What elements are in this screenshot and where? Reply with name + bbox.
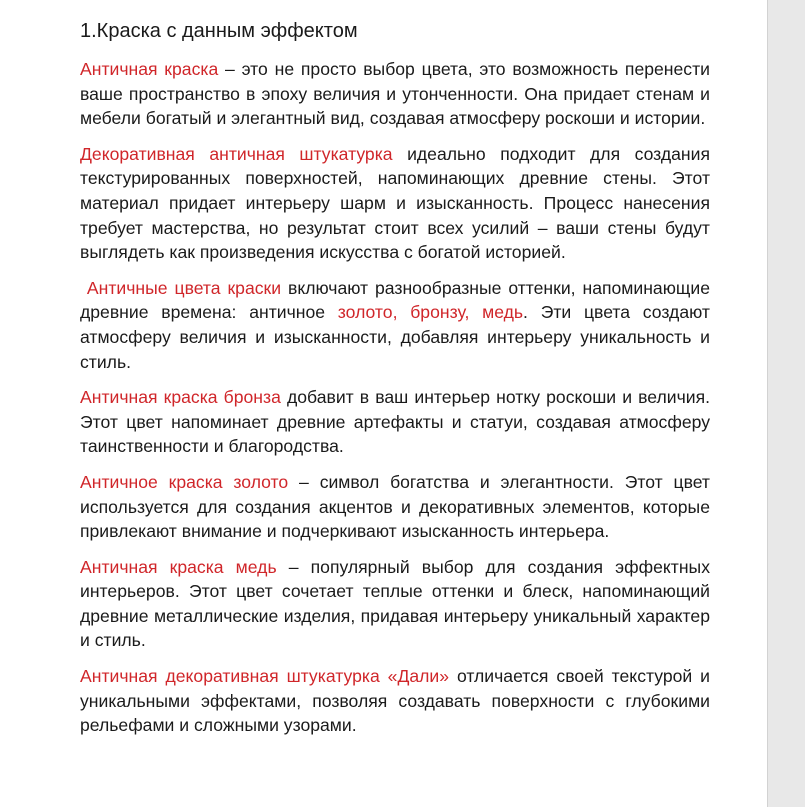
highlight-link[interactable]: Античное краска золото — [80, 471, 289, 492]
paragraph-decorative-plaster — [80, 142, 710, 265]
highlight-link-metals[interactable]: золото, бронзу, медь — [337, 302, 524, 323]
paragraph-antique-paint — [80, 57, 710, 131]
paragraph-gold — [80, 470, 710, 544]
highlight-link[interactable]: Античные цвета краски — [86, 277, 282, 298]
paragraph-text: – популярный выбор для создания эффектных интерьеров. Этот цвет сочетает теплые оттенки и блеск, напоминающий древние металлические изделия, придавая интерьеру уникальный характер и стиль. — [80, 556, 710, 651]
highlight-link[interactable]: Декоративная античная штукатурка — [80, 143, 393, 164]
section-heading: 1.Краска с данным эффектом — [80, 20, 358, 42]
paragraph-antique-colors — [80, 276, 710, 374]
paragraph-text: включают разнообразные оттенки, напоминающие древние времена: античное — [80, 277, 710, 323]
highlight-link[interactable]: Античная краска — [80, 59, 219, 79]
paragraph-dali-plaster — [80, 664, 710, 738]
paragraph-copper — [80, 555, 710, 653]
paragraph-text: отличается своей текстурой и уникальными эффектами, позволяя создавать поверхности с глубокими рельефами и сложными узорами. — [80, 666, 711, 736]
paragraph-text: добавит в ваш интерьер нотку роскоши и величия. Этот цвет напоминает древние артефакты и статуи, создавая атмосферу таинственности и благородства. — [80, 387, 710, 457]
paragraph-text-end: . Эти цвета создают атмосферу величия и изысканности, добавляя интерьеру уникальность и стиль. — [80, 302, 710, 372]
paragraph-text: – символ богатства и элегантности. Этот цвет используется для создания акцентов и декоративных элементов, которые привлекают внимание и подчеркивают изысканность интерьера. — [80, 471, 710, 542]
highlight-link[interactable]: Античная краска бронза — [80, 387, 281, 408]
paragraph-text: – это не просто выбор цвета, это возможность перенести ваше пространство в эпоху величия и утонченности. Она придает стенам и мебели богатый и элегантный вид, создавая атмосферу роскоши и истории. — [80, 59, 710, 129]
paragraph-text: идеально подходит для создания текстурированных поверхностей, напоминающих древние стены. Этот материал придает интерьеру шарм и изысканность. Процесс нанесения требует мастерства, но результат стоит всех усилий – ваши стены будут выглядеть как произведения искусства с богатой историей. — [80, 143, 710, 263]
highlight-link[interactable]: Античная краска медь — [80, 556, 277, 577]
paragraph-bronze — [80, 385, 710, 459]
scrollbar-gutter[interactable] — [767, 0, 805, 807]
highlight-link[interactable]: Античная декоративная штукатурка «Дали» — [80, 666, 450, 687]
document-content — [80, 16, 710, 749]
